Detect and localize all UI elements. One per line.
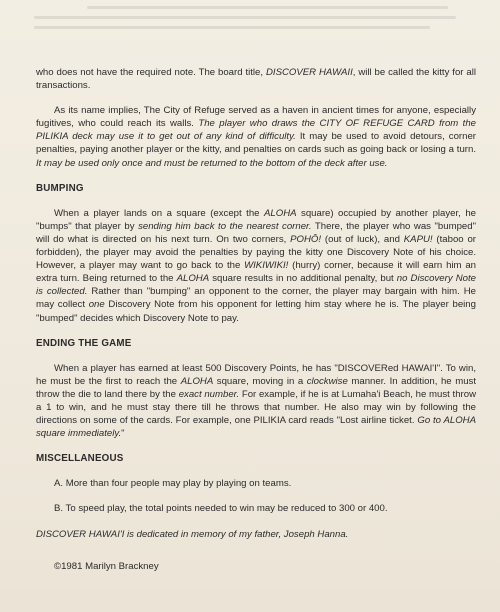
rules-content — [36, 66, 476, 573]
copyright-line: ©1981 Marilyn Brackney — [54, 560, 159, 572]
intro-paragraph-1: who does not have the required note. The board title, DISCOVER HAWAII, will be called the kitty for all transactions. — [36, 67, 476, 92]
bleed-through-text — [34, 0, 474, 58]
misc-item-a: A. More than four people may play by playing on teams. — [54, 478, 292, 490]
city-of-refuge-paragraph: As its name implies, The City of Refuge served as a haven in ancient times for anyone, especially fugitives, who could reach its walls. The player who draws the CITY OF REFUGE CARD from the PILIKIA deck may use it to get out of any kind of difficulty. It may be used to avoid detours, corner penalties, paying another player or the kitty, and penalties on cards such as going back or losing a turn. It may be used only once and must be returned to the bottom of the deck after use. — [36, 105, 477, 169]
bumping-heading: BUMPING — [36, 182, 84, 194]
ending-paragraph: When a player has earned at least 500 Discovery Points, he has "DISCOVERed HAWAI'I". To win, he must be the first to reach the ALOHA square, moving in a clockwise manner. In addition, he must throw the die to land there by the exact number. For example, if he is at Lumaha'i Beach, he must throw a 1 to win, and he must stay there till he throws that number. He also may win by following the directions on some of the cards. For example, one PILIKIA card reads "Lost airline ticket. Go to ALOHA square immediately." — [36, 362, 476, 440]
misc-heading: MISCELLANEOUS — [36, 453, 124, 465]
bumping-paragraph: When a player lands on a square (except the ALOHA square) occupied by another player, he "bumps" that player by sending him back to the nearest corner. There, the player who was "bumped" will do what is directed on his next turn. On two corners, POHŌ! (out of luck), and KAPU! (taboo or forbidden), the player may avoid the penalties by paying the kitty one Discovery Note of his choice. However, a player may want to go back to the WIKIWIKI! (hurry) corner, because it will earn him an extra turn. Being returned to the ALOHA square results in no additional penalty, but no Discovery Note is collected. Rather than "bumping" an opponent to the corner, the player may bargain with him. He may collect one Discovery Note from his opponent for letting him stay where he is. The player being "bumped" decides which Discovery Note to pay. — [36, 207, 476, 324]
misc-item-b: B. To speed play, the total points needed to win may be reduced to 300 or 400. — [54, 503, 388, 515]
ending-heading: ENDING THE GAME — [36, 337, 132, 349]
dedication-line: DISCOVER HAWAI'I is dedicated in memory of my father, Joseph Hanna. — [36, 528, 349, 540]
game-title-emphasis: DISCOVER HAWAII — [265, 67, 353, 78]
